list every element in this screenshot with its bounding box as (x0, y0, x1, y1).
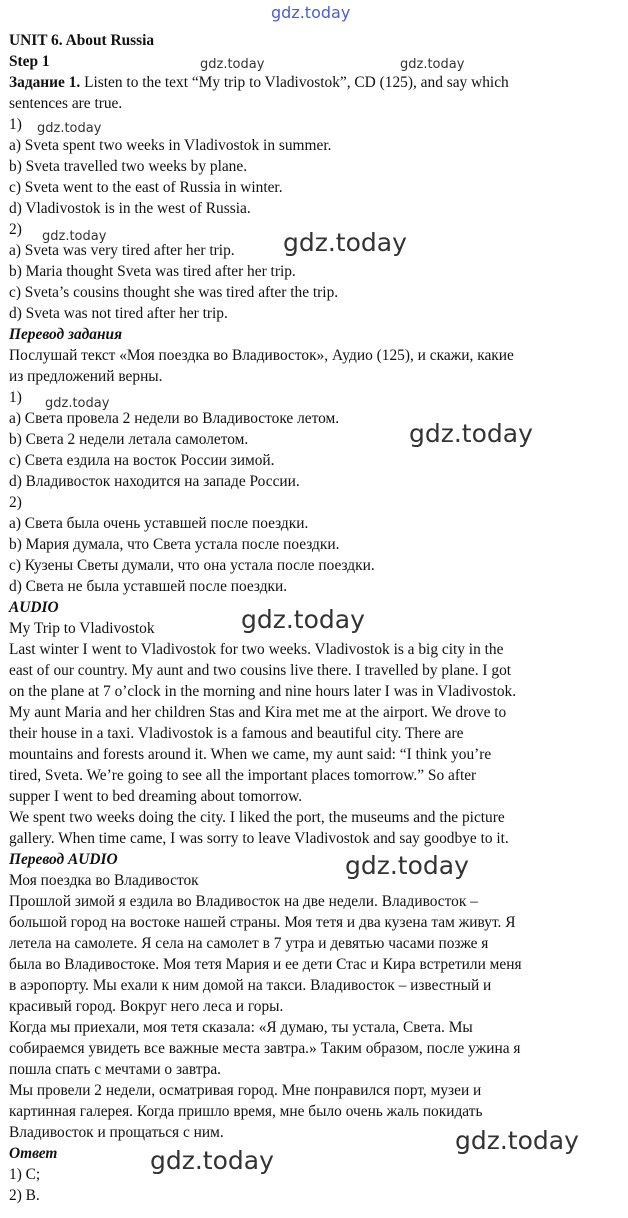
answer-item: 1) C; (9, 1166, 41, 1183)
audio-text-line: gallery. When time came, I was sorry to leave Vladivostok and say goodbye to it. (9, 830, 509, 847)
tr-option-item: c) Кузены Светы думали, что она устала после поездки. (9, 557, 375, 574)
audio-translation-line: красивый город. Вокруг него леса и горы. (9, 998, 284, 1015)
audio-text-line: on the plane at 7 o’clock in the morning and nine hours later I was in Vladivostok. (9, 683, 517, 700)
watermark: gdz.today (409, 419, 533, 448)
audio-text-line: their house in a taxi. Vladivostok is a famous and beautiful city. There are (9, 725, 464, 742)
watermark: gdz.today (37, 121, 102, 136)
unit-title: UNIT 6. About Russia (9, 32, 155, 49)
watermark: gdz.today (200, 57, 265, 72)
audio-heading: AUDIO (9, 599, 59, 616)
watermark: gdz.today (241, 605, 365, 634)
translation-heading: Перевод задания (9, 326, 123, 343)
task-instruction-cont: sentences are true. (9, 95, 123, 112)
audio-translation-line: собираемся увидеть все важные места завтра.» Таким образом, после ужина я (9, 1040, 521, 1057)
watermark: gdz.today (400, 57, 465, 72)
audio-translation-title: Моя поездка во Владивосток (9, 872, 199, 889)
audio-translation-line: картинная галерея. Когда пришло время, мне было очень жаль покидать (9, 1103, 483, 1120)
translation-text: Послушай текст «Моя поездка во Владивосток», Аудио (125), и скажи, какие (9, 347, 514, 364)
part2-label: 2) (9, 221, 22, 238)
audio-translation-line: была во Владивостоке. Моя тетя Мария и ее дети Стас и Кира встретили меня (9, 956, 522, 973)
audio-translation-line: Владивосток и прощаться с ним. (9, 1124, 224, 1141)
answer-item: 2) B. (9, 1187, 40, 1204)
audio-text-line: My aunt Maria and her children Stas and Kira met me at the airport. We drove to (9, 704, 507, 721)
audio-text-line: tired, Sveta. We’re going to see all the important places tomorrow.” So after (9, 767, 477, 784)
option-item: a) Sveta spent two weeks in Vladivostok in summer. (9, 137, 332, 154)
watermark: gdz.today (45, 396, 110, 411)
tr-option-item: a) Света провела 2 недели во Владивостоке летом. (9, 410, 340, 427)
option-item: d) Sveta was not tired after her trip. (9, 305, 228, 322)
audio-translation-line: большой город на востоке нашей страны. Моя тетя и два кузена там живут. Я (9, 914, 516, 931)
tr-part2-label: 2) (9, 494, 22, 511)
task-label: Задание 1. (9, 74, 81, 91)
task-text: Listen to the text “My trip to Vladivostok”, CD (125), and say which (80, 74, 509, 91)
watermark: gdz.today (455, 1126, 579, 1155)
audio-translation-heading: Перевод AUDIO (9, 851, 118, 868)
audio-text-line: Last winter I went to Vladivostok for two weeks. Vladivostok is a big city in the (9, 641, 504, 658)
translation-text: из предложений верны. (9, 368, 163, 385)
option-item: a) Sveta was very tired after her trip. (9, 242, 235, 259)
tr-option-item: d) Света не была уставшей после поездки. (9, 578, 288, 595)
audio-translation-line: пошла спать с мечтами о завтра. (9, 1061, 222, 1078)
watermark: gdz.today (150, 1146, 274, 1175)
audio-text-line: supper I went to bed dreaming about tomorrow. (9, 788, 303, 805)
answer-heading: Ответ (9, 1145, 58, 1162)
option-item: d) Vladivostok is in the west of Russia. (9, 200, 251, 217)
watermark: gdz.today (345, 851, 469, 880)
audio-translation-line: Мы провели 2 недели, осматривая город. Мне понравился порт, музеи и (9, 1082, 482, 1099)
document (9, 30, 621, 1206)
audio-translation-line: Когда мы приехали, моя тетя сказала: «Я думаю, ты устала, Света. Мы (9, 1019, 473, 1036)
audio-text-line: east of our country. My aunt and two cousins live there. I travelled by plane. I got (9, 662, 512, 679)
task-instruction (9, 72, 621, 93)
audio-title: My Trip to Vladivostok (9, 620, 155, 637)
watermark-top: gdz.today (271, 3, 351, 22)
tr-option-item: c) Света ездила на восток России зимой. (9, 452, 275, 469)
option-item: c) Sveta went to the east of Russia in winter. (9, 179, 283, 196)
audio-translation-line: Прошлой зимой я ездила во Владивосток на две недели. Владивосток – (9, 893, 478, 910)
option-item: b) Maria thought Sveta was tired after her trip. (9, 263, 296, 280)
option-item: b) Sveta travelled two weeks by plane. (9, 158, 248, 175)
watermark: gdz.today (42, 229, 107, 244)
audio-translation-line: в аэропорту. Мы ехали к ним домой на такси. Владивосток – известный и (9, 977, 492, 994)
option-item: c) Sveta’s cousins thought she was tired after the trip. (9, 284, 339, 301)
audio-text-line: mountains and forests around it. When we came, my aunt said: “I think you’re (9, 746, 492, 763)
tr-option-item: b) Света 2 недели летала самолетом. (9, 431, 249, 448)
watermark: gdz.today (283, 228, 407, 257)
audio-text-line: We spent two weeks doing the city. I liked the port, the museums and the picture (9, 809, 505, 826)
tr-option-item: d) Владивосток находится на западе России. (9, 473, 300, 490)
audio-translation-line: летела на самолете. Я села на самолет в 7 утра и девятью часами позже я (9, 935, 489, 952)
part1-label: 1) (9, 116, 22, 133)
tr-part1-label: 1) (9, 389, 22, 406)
tr-option-item: b) Мария думала, что Света устала после поездки. (9, 536, 340, 553)
tr-option-item: a) Света была очень уставшей после поездки. (9, 515, 309, 532)
step-title: Step 1 (9, 53, 50, 70)
